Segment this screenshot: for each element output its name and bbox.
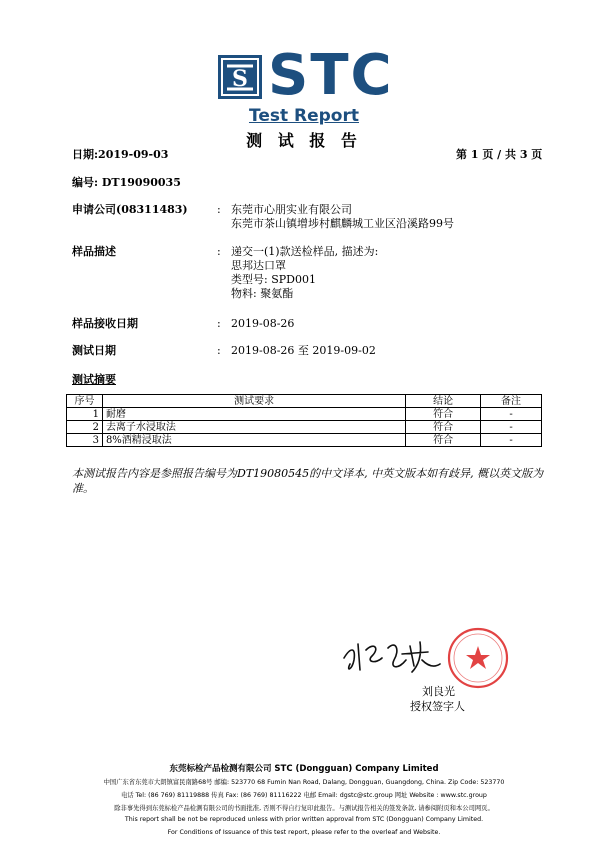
header-requirement: 测试要求 xyxy=(102,395,405,408)
sample-colon: : xyxy=(217,245,221,258)
table-row xyxy=(67,408,542,421)
results-table xyxy=(66,394,542,447)
sample-label: 样品描述 xyxy=(72,245,116,258)
report-date: 日期:2019-09-03 xyxy=(72,148,169,161)
test-date-colon: : xyxy=(217,344,221,357)
row-requirement: 耐磨 xyxy=(102,408,405,421)
row-requirement: 8%酒精浸取法 xyxy=(102,434,405,447)
row-conclusion: 符合 xyxy=(406,434,481,447)
sample-desc-line: 递交一(1)款送检样品, 描述为: xyxy=(231,245,379,258)
header-conclusion: 结论 xyxy=(406,395,481,408)
test-date-label: 测试日期 xyxy=(72,344,116,357)
row-requirement: 去离子水浸取法 xyxy=(102,421,405,434)
signer-title: 授权签字人 xyxy=(410,700,465,713)
row-num: 1 xyxy=(67,408,103,421)
row-num: 3 xyxy=(67,434,103,447)
report-title-en: Test Report xyxy=(248,106,359,126)
row-remark: - xyxy=(481,434,542,447)
footer-reproduce-en: This report shall be not be reproduced unless with prior written approval from STC (Dongguan) Company Limited. xyxy=(124,816,484,823)
header-remark: 备注 xyxy=(481,395,542,408)
stc-logo-mark xyxy=(218,55,262,99)
company-seal-icon xyxy=(446,626,510,694)
sample-material: 物料: 聚氨酯 xyxy=(231,287,294,300)
svg-text:S: S xyxy=(232,66,248,92)
sample-product-name: 思邦达口罩 xyxy=(231,259,286,272)
test-date-value: 2019-08-26 至 2019-09-02 xyxy=(231,344,376,357)
signer-name: 刘良光 xyxy=(422,685,455,698)
table-row xyxy=(67,421,542,434)
footer-reproduce-cn: 除非事先得到东莞标检产品检测有限公司的书面批准, 否则不得自行复印此报告。与测试报告相关的签发条款, 请参阅附页和本公司网页。 xyxy=(114,805,494,812)
row-remark: - xyxy=(481,408,542,421)
row-conclusion: 符合 xyxy=(406,408,481,421)
applicant-label: 申请公司(08311483) xyxy=(72,203,188,216)
report-title-cn: 测 试 报 告 xyxy=(246,131,362,150)
row-conclusion: 符合 xyxy=(406,421,481,434)
sample-model: 类型号: SPD001 xyxy=(231,273,316,286)
report-number: 编号: DT19090035 xyxy=(72,176,181,189)
row-remark: - xyxy=(481,421,542,434)
header-num: 序号 xyxy=(67,395,103,408)
table-row xyxy=(67,434,542,447)
footer-address: 中国广东省东莞市大朗镇富民南路68号 邮编: 523770 68 Fumin Nan Road, Dalang, Dongguan, Guangdong, China. Zip Code: 523770 xyxy=(103,779,505,786)
table-header-row xyxy=(67,395,542,408)
stc-logo-text: STC xyxy=(268,43,394,108)
applicant-name: 东莞市心朋实业有限公司 xyxy=(231,203,352,216)
received-date-value: 2019-08-26 xyxy=(231,317,295,330)
applicant-colon: : xyxy=(217,203,221,216)
footer-company: 东莞标检产品检测有限公司 STC (Dongguan) Company Limited xyxy=(169,764,439,774)
footer-contact: 电话 Tel: (86 769) 81119888 传真 Fax: (86 769) 81116222 电邮 Email: dgstc@stc.group 网址 Website : www.stc.group xyxy=(121,792,487,799)
handwritten-signature xyxy=(336,630,446,684)
received-date-label: 样品接收日期 xyxy=(72,317,138,330)
translation-note: 本测试报告内容是参照报告编号为DT19080545的中文译本, 中英文版本如有歧异, 概以英文版为准。 xyxy=(72,467,544,495)
footer-conditions: For Conditions of Issuance of this test report, please refer to the overleaf and Website. xyxy=(167,829,441,836)
row-num: 2 xyxy=(67,421,103,434)
applicant-address: 东莞市茶山镇增埗村麒麟城工业区沿溪路99号 xyxy=(231,217,454,230)
test-summary-title: 测试摘要 xyxy=(72,373,116,386)
received-date-colon: : xyxy=(217,317,221,330)
page-indicator: 第 1 页 / 共 3 页 xyxy=(456,148,543,161)
